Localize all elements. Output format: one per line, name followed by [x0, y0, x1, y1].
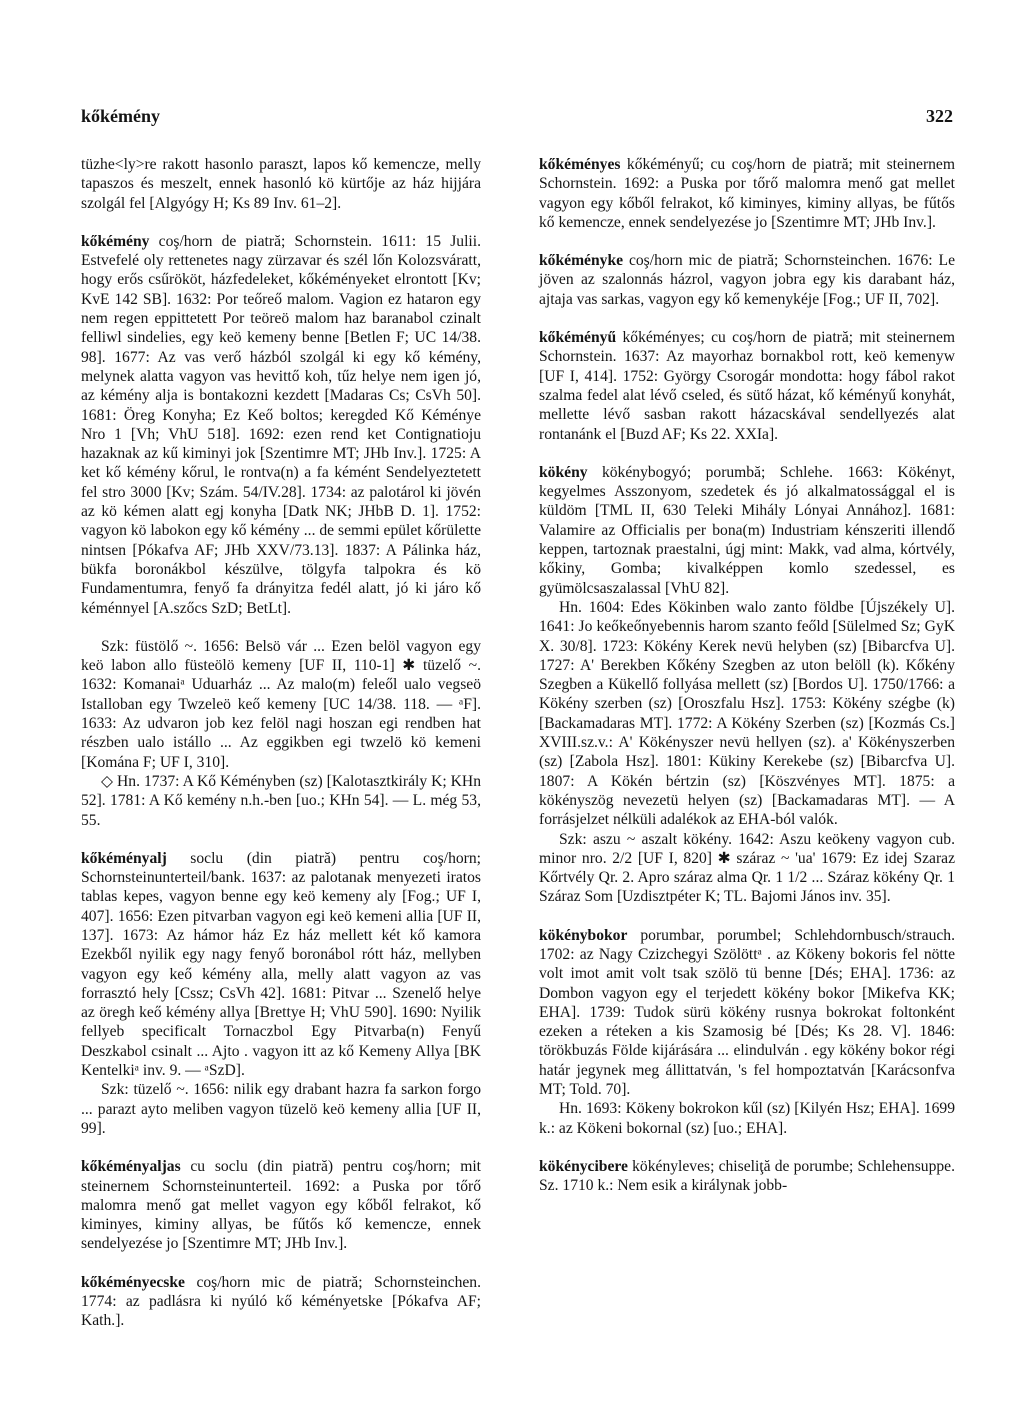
running-head-word: kőkémény: [81, 106, 161, 126]
entry-kokemenyaljas: [81, 1157, 481, 1253]
entry-text: ◇ Hn. 1737: A Kő Kéményben (sz) [Kalotasztkirály K; KHn 52]. 1781: A Kő kemény n.h.-ben [uo.; KHn 54]. — L. még 53, 55.: [81, 772, 481, 829]
entry-headword: kőkéményű: [539, 329, 617, 347]
entry-text: kökénybogyó; porumbă; Schlehe. 1663: Kökényt, kegyelmes Asszonyom, szedetek és jó alkalmatossággal el is küldöm [TML II, 630 Teleki Mihály Lónyai Annához]. 1681: Valamire az Officialis per bona(m) Industriam kénszeriti illendő keppen, tartoznak praestalni, úgj mint: Makk, vad alma, kórtvély, kőkiny, Gomba; kivalképpen komlo szedessel, es gyümölcsaszalassal [VhU 82].: [539, 463, 955, 597]
entry-headword: kőkéményes: [539, 156, 621, 173]
entry-subsection-hn: [81, 772, 481, 830]
entry-headword: kőkéményecske: [81, 1273, 185, 1291]
entry-headword: kőkéményaljas: [81, 1158, 181, 1176]
entry-headword: kökény: [539, 463, 588, 481]
entry-text: Szk: tüzelő ~. 1656: nilik egy drabant hazra fa sarkon forgo ... parazt ayto meliben vagyon tüzelö keö kemeny allia [UF II, 99].: [81, 1081, 481, 1137]
entry-headword: kőkéményalj: [81, 849, 167, 867]
entry-headword: kökénycibere: [539, 1157, 628, 1175]
entry-kokemenyes: [539, 155, 955, 232]
entry-kokemenyecske: [81, 1273, 481, 1331]
entry-headword: kőkémény: [81, 232, 150, 250]
entry-kokemenyke: [539, 251, 955, 309]
entry-subsection-hn-3: [539, 1099, 955, 1138]
right-column: [539, 155, 955, 1215]
entry-text: Szk: aszu ~ aszalt kökény. 1642: Aszu keökeny vagyon cub. minor nro. 2/2 [UF I, 820] ✱ száraz ~ 'ua' 1679: Ez idej Szaraz Kőrtvély Qr. 2. Apro száraz alma Qr. 1 1/2 ... Száraz kökény Qr. 1 Száraz Som [Uzdisztpéter K; TL. Bajomi János inv. 35].: [539, 830, 955, 906]
entry-text: coş/horn mic de piatră; Schornsteinchen. 1676: Le jöven az szalonnás házrol, vagyon jobra egy kis darabant ház, ajtaja vas sarkas, vagyon egy kő kemenykéje [Fog.; UF II, 702].: [539, 252, 955, 308]
entry-text: Hn. 1693: Kökeny bokrokon kűl (sz) [Kilyén Hsz; EHA]. 1699 k.: az Kökeni bokornal (sz) [uo.; EHA].: [539, 1100, 955, 1137]
entry-text: coş/horn mic de piatră; Schornsteinchen. 1774: az padlásra ki nyúló kő kéményetske [Pókafva AF; Kath.].: [81, 1273, 481, 1330]
left-column: [81, 155, 481, 1350]
entry-kokeny: [539, 463, 955, 598]
entry-continuation: [81, 155, 481, 213]
entry-text: kökényleves; chiseliţă de porumbe; Schlehensuppe. Sz. 1710 k.: Nem esik a királynak jobb-: [539, 1157, 955, 1195]
entry-text: porumbar, porumbel; Schlehdornbusch/strauch. 1702: az Nagy Czizchegyi Szölöttᵃ . az Kökeny bokoris fel nötte volt imot amit volt tsak szölö tü benne [Dés; EHA]. 1736: az Dombon vagyon egy el terjedett kökény bokor [Mikefva KK; EHA]. 1739: Tudok sürü kökény rusnya bokrokat foltonként ezeken a réteken a kis Szamosig bé [Dés; Ks 28. V]. 1846: törökbuzás Földe kijárására ... elindulván . egy kökény bokor régi határ jegynek meg állittatván, 's fel hompoztatván [Karácsonfva MT; Told. 70].: [539, 926, 955, 1099]
entry-text: Szk: füstölő ~. 1656: Belsö vár ... Ezen belöl vagyon egy keö labon allo füsteölö kemeny [UF II, 110-1] ✱ tüzelő ~. 1632: Komanaiᵃ Uduarház ... Az malo(m) feleől ualo vegseö Istalloban egy Twzeleö keő kemeny [UC 14/38. 118. — ᵃF]. 1633: Az udvaron job kez felöl nagi hoszan egi rendben hat részben ualo istállo ... Az eggikben egi twzelö kö kemeni [Komána F; UF I, 310].: [81, 637, 481, 771]
entry-subsection-szk-2: [81, 1080, 481, 1138]
entry-text: cu soclu (din piatră) pentru coş/horn; mit steinernem Schornsteinunterteil. 1692: a Puska por tőrő malomra menő gat mellet vagyon egy kőből felrakot, kő kiminyes, kiminy allyas, be fűtős kő kemencze, ennek sendelyezése jo [Szentimre MT; JHb Inv.].: [81, 1158, 481, 1253]
entry-text: tüzhe<ly>re rakott hasonlo paraszt, lapos kő kemencze, melly tapaszos és meszelt, ennek hasonló kö kürtője az ház hijjára szolgál fel [Algyógy H; Ks 89 Inv. 61–2].: [81, 156, 481, 212]
entry-subsection-szk: [81, 637, 481, 772]
entry-headword: kökénybokor: [539, 926, 628, 944]
entry-kokemenyalj: [81, 849, 481, 1081]
entry-kokenybokor: [539, 926, 955, 1100]
page-number: 322: [926, 106, 953, 126]
entry-kokemeny: [81, 232, 481, 618]
entry-subsection-hn-2: [539, 598, 955, 830]
entry-text: coş/horn de piatră; Schornstein. 1611: 15 Julii. Estvefelé oly rettenetes nagy zürzavar és szél lőn Kolozsváratt, hogy erős csűrököt, házfedeleket, kőkéményeket elrontott [Kv; KvE 142 SB]. 1632: Por teőreő malom. Vagion ez hataron egy nem regen eppittetett Por teöreö malom haz baranabol czinalt felliwl sindelies, egy keö kemeny benne [Betlen F; UC 14/38. 98]. 1677: Az vas verő házból szolgál ki egy kő kémény, melynek alatta vagyon vas hevittő koh, tűz helye nem igen jó, az kémény alja is bontakozni kezdett [Madaras Cs; CsVh 50]. 1681: Öreg Konyha; Ez Keő boltos; keregded Kő Kéménye Nro 1 [Vh; VhU 518]. 1692: ezen rend ket Contignatioju hazaknak az kű kiminyi jok [Szentimre MT; JHb Inv.]. 1725: A ket kő kémény kőrul, le rontva(n) a fa kémént Sendelyeztetett fel stro 3000 [Kv; Szám. 54/IV.28]. 1734: az palotárol ki jövén az kö kémen alatt egj konyha [Datk NK; JHbB D. 1]. 1752: vagyon kö labokon egy kő kémény ... de semmi epület kőrülette nintsen [Pókafva AF; JHb XXV/73.13]. 1837: A Pálinka ház, bükfa boronákbol készülve, tölgyfa talpokra és kö Fundamentumra, fenyő fa drányitza fedél alatt, jó ki járo kő kéménnyel [A.szőcs SzD; BetLt].: [81, 232, 481, 617]
entry-subsection-szk-3: [539, 830, 955, 907]
entry-kokemenyu: [539, 328, 955, 444]
entry-text: Hn. 1604: Edes Kökinben walo zanto földbe [Újszékely U]. 1641: Jo keőkeőnyebennis harom szanto feőld [Sülelmed Sz; GyK X. 30/8]. 1723: Kökény Kerek nevü helyben (sz) [Bibarcfva U]. 1727: A' Berekben Kőkény Szegben az uton belöll (k). Kőkény Szegben a Kükellő follyása mellett (sz) [Bordos U]. 1750/1766: a Kökény szerben (sz) [Oroszfalu Hsz]. 1753: Kökény szégbe (k) [Backamadaras MT]. 1772: A Kökény Szerben (sz) [Kozmás Cs.] XVIII.sz.v.: A' Kökényszer nevü hellyen (sz). a' Kökényszerben (sz) [Zabola Hsz]. 1801: Kükiny Kerekebe (sz) [Bibarcfva U]. 1807: A Kökén bértzin (sz) [Köszvényes MT]. 1875: a kökényszög nevezetü helyen (sz) [Backamadaras MT]. — A forrásjelzet nélküli adalékok az EHA-ból valók.: [539, 598, 955, 829]
entry-kokenycibere: [539, 1157, 955, 1196]
running-header: [81, 106, 953, 136]
entry-headword: kőkéményke: [539, 252, 624, 270]
entry-text: kőkéményű; cu coş/horn de piatră; mit steinernem Schornstein. 1692: a Puska por tőrő malomra menő gat mellet vagyon egy kőből felrakot, kő kiminyes, kiminy allyas, be fűtős kő kemencze, ennek sendelyezése jo [Szentimre MT; JHb Inv.].: [539, 156, 955, 231]
entry-text: kőkéményes; cu coş/horn de piatră; mit steinernem Schornstein. 1637: Az mayorhaz bornakbol rott, keö kemenyw [UF I, 414]. 1752: György Csorogár mondotta: hogy fábol rakot szalma fedel alat lévő cseled, és sütő házat, kő kéményű konyhát, mellette lévő sasban rakott házacskával sendellyezés alat rontanánk el [Buzd AF; Ks 22. XXIa].: [539, 329, 955, 443]
entry-text: soclu (din piatră) pentru coş/horn; Schornsteinunterteil/bank. 1637: az palotanak menyezeti iratos tablas kepes, vagyon benne egy keö kemeny aly [Fog.; UF I, 407]. 1656: Ezen pitvarban vagyon egi keö kemeni allia [UF II, 137]. 1673: Az hámor ház Ez ház mellett két kő kamora Ezekből nyilik egy nagy fenyő boronábol rótt ház, mellyben vagyon egy keő kémény alla, melly alatt vagyon az vas forrasztó hely [Cssz; CsVh 42]. 1681: Pitvar ... Szenelő helye az öregh keő kémény allya [Brettye H; VhU 590]. 1690: Nyilik fellyeb specificalt Tornaczbol Egy Pitvarba(n) Fenyű Deszkabol csinalt ... Ajto . vagyon itt az kő Kemeny Allya [BK Kentelkiᵃ inv. 9. — ᵃSzD].: [81, 849, 481, 1080]
